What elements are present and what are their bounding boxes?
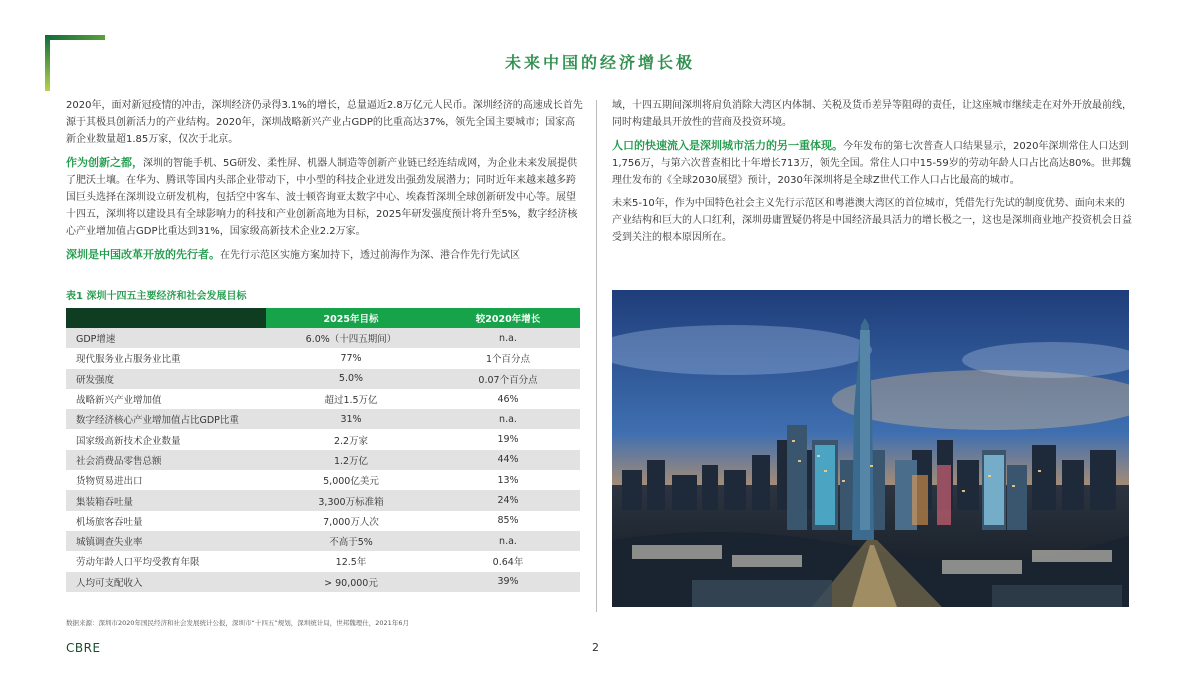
table-cell: 31% — [266, 409, 436, 429]
table-cell: 24% — [436, 490, 580, 510]
right-paragraph-2 — [612, 137, 1132, 189]
table-row — [66, 572, 580, 592]
table-row — [66, 490, 580, 510]
kpi-table — [66, 308, 580, 592]
table-row — [66, 328, 580, 348]
table-cell: 46% — [436, 389, 580, 409]
left-paragraph-3 — [66, 246, 584, 264]
table-cell: n.a. — [436, 531, 580, 551]
table-row — [66, 551, 580, 571]
left-paragraph-1: 2020年，面对新冠疫情的冲击，深圳经济仍录得3.1%的增长，总量逼近2.8万亿元人民币。深圳经济的高速成长首先源于其极具创新活力的产业结构。2020年，深圳战略新兴产业占GDP的比重高达37%，领先全国主要城市；国家高新企业数量超1.85万家，仅次于北京。 — [66, 100, 583, 145]
left-paragraph-3-lead: 深圳是中国改革开放的先行者。 — [66, 248, 220, 261]
table-cell: 战略新兴产业增加值 — [66, 389, 266, 409]
brand-logo: CBRE — [66, 641, 101, 655]
table-cell: 人均可支配收入 — [66, 572, 266, 592]
table-cell: 1个百分点 — [436, 348, 580, 368]
table-row — [66, 348, 580, 368]
table-cell: 0.07个百分点 — [436, 369, 580, 389]
source-note: 数据来源：深圳市2020年国民经济和社会发展统计公报，深圳市“十四五”规划，深圳统计局，世邦魏理仕，2021年6月 — [66, 619, 409, 627]
left-paragraph-3-body: 在先行示范区实施方案加持下，透过前海作为深、港合作先行先试区 — [220, 250, 520, 261]
left-column — [66, 97, 584, 270]
table-cell: GDP增速 — [66, 328, 266, 348]
left-paragraph-2 — [66, 154, 584, 240]
city-skyline-photo — [612, 290, 1129, 607]
table-header-cell: 2025年目标 — [266, 308, 436, 328]
table-row — [66, 409, 580, 429]
table-header-cell — [66, 308, 266, 328]
table-cell: 集装箱吞吐量 — [66, 490, 266, 510]
table-row — [66, 511, 580, 531]
table-row — [66, 369, 580, 389]
table-cell: 12.5年 — [266, 551, 436, 571]
table-row — [66, 450, 580, 470]
column-divider — [596, 100, 597, 612]
table-row — [66, 531, 580, 551]
table-cell: 5.0% — [266, 369, 436, 389]
table-cell: > 90,000元 — [266, 572, 436, 592]
left-paragraph-2-lead: 作为创新之都， — [66, 156, 143, 169]
table-row — [66, 429, 580, 449]
table-cell: 13% — [436, 470, 580, 490]
table-row — [66, 389, 580, 409]
page-title: 未来中国的经济增长极 — [504, 53, 695, 72]
left-paragraph-2-body: 深圳的智能手机、5G研发、柔性屏、机器人制造等创新产业链已经连结成网，为企业未来发展提供了肥沃土壤。在华为、腾讯等国内头部企业带动下，中小型的科技企业迸发出强劲发展潜力；同时近年来越来越多跨国巨头选择在深圳设立研发机构，包括空中客车、波士顿咨询亚太数字中心、埃森哲深圳全球创新研发中心等。展望十四五，深圳将以建设具有全球影响力的科技和产业创新高地为目标，2025年研发强度预计将升至5%，数字经济核心产业增加值占GDP比重达到31%，国家级高新技术企业2.2万家。 — [66, 158, 578, 237]
table-cell: 不高于5% — [266, 531, 436, 551]
table-cell: 货物贸易进出口 — [66, 470, 266, 490]
table-header-row — [66, 308, 580, 328]
table-cell: 研发强度 — [66, 369, 266, 389]
table-cell: n.a. — [436, 409, 580, 429]
table-cell: 超过1.5万亿 — [266, 389, 436, 409]
table-cell: 39% — [436, 572, 580, 592]
table-header-cell: 较2020年增长 — [436, 308, 580, 328]
table-cell: 数字经济核心产业增加值占比GDP比重 — [66, 409, 266, 429]
table-cell: 国家级高新技术企业数量 — [66, 429, 266, 449]
right-paragraph-2-lead: 人口的快速流入是深圳城市活力的另一重体现。 — [612, 139, 843, 152]
table-cell: 现代服务业占服务业比重 — [66, 348, 266, 368]
table-cell: 3,300万标准箱 — [266, 490, 436, 510]
table-cell: 7,000万人次 — [266, 511, 436, 531]
table-cell: 社会消费品零售总额 — [66, 450, 266, 470]
right-paragraph-2-body: 今年发布的第七次普查人口结果显示，2020年深圳常住人口达到1,756万，与第六次普查相比十年增长713万，领先全国。常住人口中15-59岁的劳动年龄人口占比高达80%。世邦魏理仕发布的《全球2030展望》预计，2030年深圳将是全球Z世代工作人口占比最高的城市。 — [612, 141, 1131, 186]
table-cell: 19% — [436, 429, 580, 449]
table-cell: 2.2万家 — [266, 429, 436, 449]
table-caption: 表1 深圳十四五主要经济和社会发展目标 — [66, 291, 247, 302]
right-paragraph-3: 未来5-10年，作为中国特色社会主义先行示范区和粤港澳大湾区的首位城市，凭借先行先试的制度优势、面向未来的产业结构和巨大的人口红利，深圳毋庸置疑仍将是中国经济最具活力的增长极之一，这也是深圳商业地产投资机会日益受到关注的根本原因所在。 — [612, 198, 1132, 243]
right-paragraph-1: 域，十四五期间深圳将肩负消除大湾区内体制、关税及货币差异等阻碍的责任，让这座城市继续走在对外开放最前线，同时构建最具开放性的营商及投资环境。 — [612, 100, 1132, 128]
table-row — [66, 470, 580, 490]
table-cell: 6.0%（十四五期间） — [266, 328, 436, 348]
table-cell: 劳动年龄人口平均受教育年限 — [66, 551, 266, 571]
table-cell: 77% — [266, 348, 436, 368]
table-cell: 85% — [436, 511, 580, 531]
table-cell: 城镇调查失业率 — [66, 531, 266, 551]
right-column — [612, 97, 1132, 252]
page-number: 2 — [592, 641, 599, 654]
table-cell: 5,000亿美元 — [266, 470, 436, 490]
table-cell: 44% — [436, 450, 580, 470]
table-cell: n.a. — [436, 328, 580, 348]
table-cell: 1.2万亿 — [266, 450, 436, 470]
table-cell: 0.64年 — [436, 551, 580, 571]
table-cell: 机场旅客吞吐量 — [66, 511, 266, 531]
